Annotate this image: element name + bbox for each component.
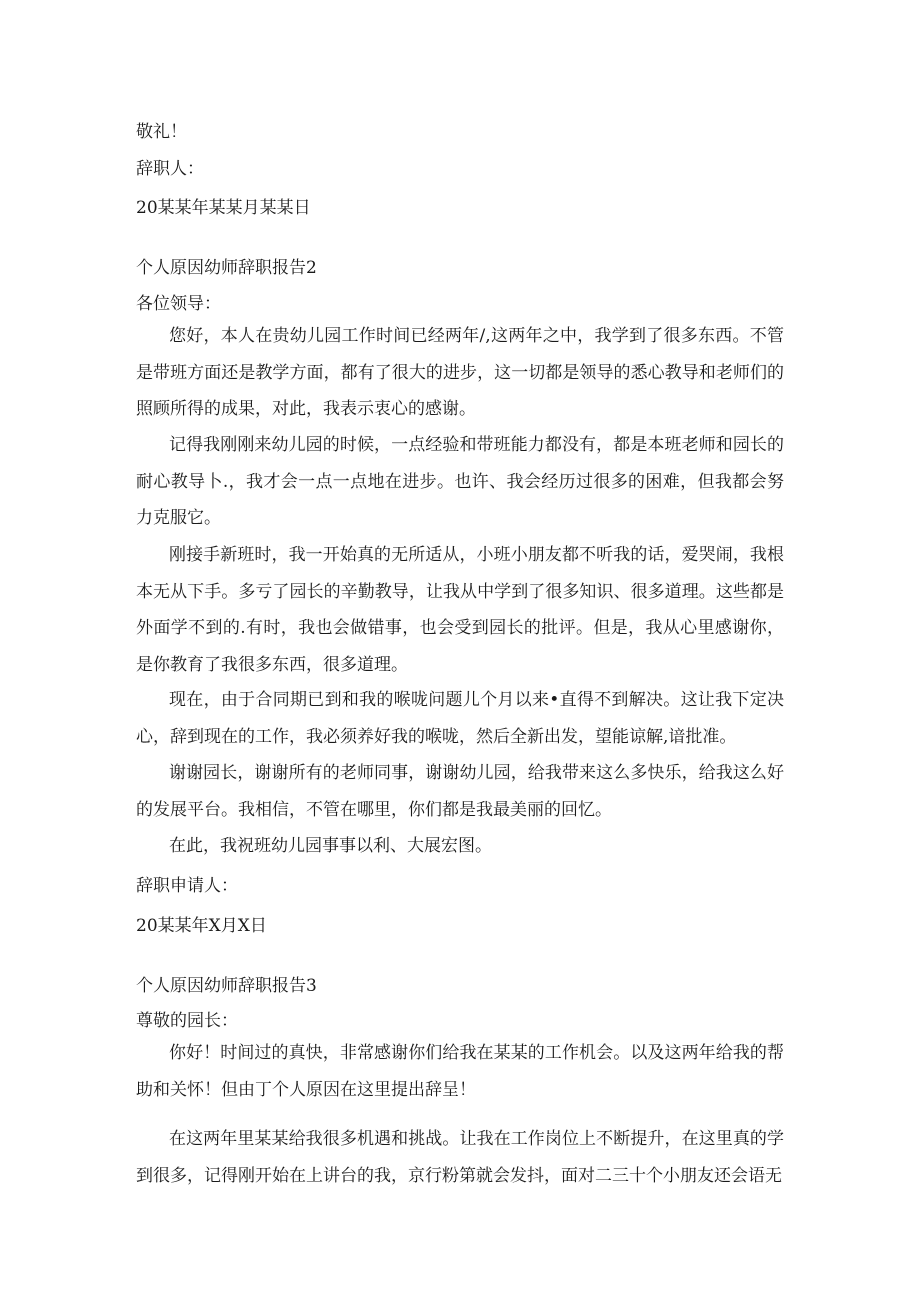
report-2-paragraph-3: 刚接手新班时，我一开始真的无所适从，小班小朋友都不听我的话，爱哭闹，我根本无从下手。多亏了园长的辛勤教导，让我从中学到了很多知识、很多道理。这些都是外面学不到的.有时，我也会做错事，也会受到园长的批评。但是，我从心里感谢你，是你教育了我很多东西，很多道理。 [136,545,784,675]
report-2-greeting: 各位领导： [136,294,221,314]
report-2-signer: 辞职申请人： [136,876,238,896]
date-line: 20某某年某某月某某日 [136,198,311,218]
report-3-paragraph-1: 你好！时间过的真快，非常感谢你们给我在某某的工作机会。以及这两年给我的帮助和关怀！但由丁个人原因在这里提出辞呈！ [136,1043,784,1100]
report-2-date: 20某某年X月X日 [136,916,267,936]
report-2-paragraph-1: 您好，本人在贵幼儿园工作时间已经两年/,这两年之中，我学到了很多东西。不管是带班方面还是教学方面，都有了很大的进步，这一切都是领导的悉心教导和老师们的照顾所得的成果，对此，我表示衷心的感谢。 [136,326,784,419]
report-3-paragraph-2: 在这两年里某某给我很多机遇和挑战。让我在工作岗位上不断提升，在这里真的学到很多，记得刚开始在上讲台的我，京行粉第就会发抖，面对二三十个小朋友还会语无 [136,1129,784,1186]
report-3-greeting: 尊敬的园长： [136,1011,238,1031]
report-3-title: 个人原因幼师辞职报告3 [136,976,317,996]
report-2-paragraph-5: 谢谢园长，谢谢所有的老师同事，谢谢幼儿园，给我带来这么多快乐，给我这么好的发展平台。我相信，不管在哪里，你们都是我最美丽的回忆。 [136,763,784,820]
report-2-paragraph-6: 在此，我祝班幼儿园事事以利、大展宏图。 [169,836,492,856]
signer-label: 辞职人： [136,159,204,179]
report-2-title: 个人原因幼师辞职报告2 [136,258,317,278]
report-2-paragraph-2: 记得我刚刚来幼儿园的时候，一点经验和带班能力都没有，都是本班老师和园长的耐心教导卜.，我才会一点一点地在进步。也许、我会经历过很多的困难，但我都会努力克服它。 [136,435,784,528]
report-2-paragraph-4: 现在，由于合同期已到和我的喉咙问题儿个月以来•直得不到解决。这让我下定决心，辞到现在的工作，我必须养好我的喉咙，然后全新出发，望能谅解,谙批准。 [136,690,784,747]
salute-line: 敬礼！ [136,122,187,142]
